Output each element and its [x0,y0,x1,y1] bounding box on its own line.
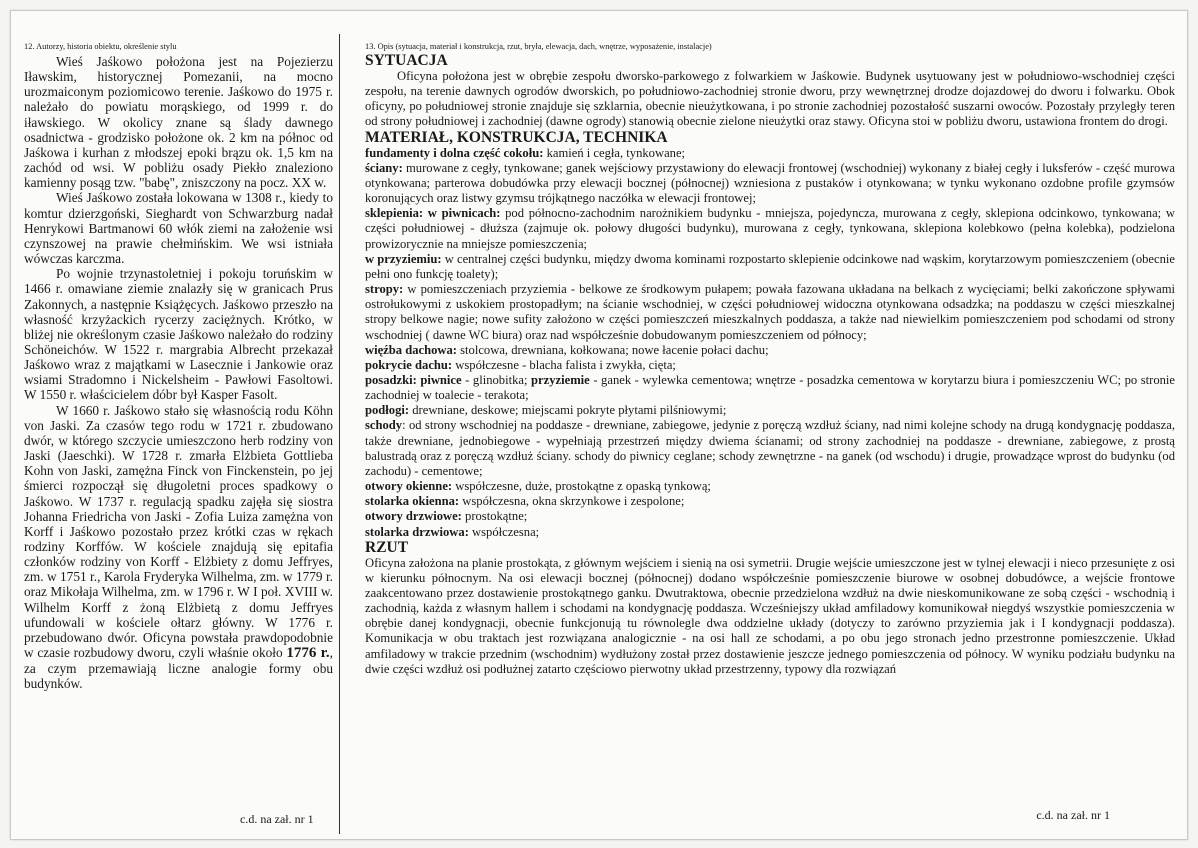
item-label: w przyziemiu: [365,251,442,266]
item-label: ściany: [365,160,403,175]
material-item [365,418,1175,479]
item-label: schody [365,418,403,433]
material-item [365,161,1175,206]
item-label: fundamenty i dolna część cokołu: [365,145,544,160]
material-item [365,252,1175,282]
item-text: stolcowa, drewniana, kołkowana; nowe łacenie połaci dachu; [457,342,769,357]
material-item [365,358,1175,373]
material-item [365,282,1175,343]
item-label: stolarka okienna: [365,494,460,509]
history-paragraph: Po wojnie trzynastoletniej i pokoju toruńskim w 1466 r. omawiane ziemie znalazły się w granicach Prus Zakonnych, a następnie Książęcych. Jaśkowo przeszło na własność krzyżackich rycerzy zaciężnych. Krótko, w bliżej nie określonym czasie Jaśkowo należało do rodziny Schöneichów. W 1522 r. margrabia Albrecht przekazał Jaśkowo wraz z majątkami w Lasecznie i Jankowie oraz wsiami Stradomno i Nickelsheim - Pawłowi Fasoltowi. W 1550 r. właścicielem dóbr był Kasper Fasolt. [24,266,333,403]
material-item [365,509,1175,524]
key-year: 1776 r. [286,645,330,662]
item-text: prostokątne; [461,509,528,524]
material-item [365,494,1175,509]
item-label: więźba dachowa: [365,342,457,357]
history-text: W 1660 r. Jaśkowo stało się własnością rodu Köhn von Jaski. Za czasów tego rodu w 1721 r. zbudowano dwór, w którego szczycie umieszczono herb rodziny von Jaski (Jaeschki). W 1728 r. zmarła Elżbieta Gottlieba Kohn von Jaski, zamężna Finck von Finckenstein, po jej śmierci rozpoczął się długoletni proces spadkowy o Jaśkowo. W 1737 r. regulacją spadku zajęła się siostra Johanna Friedricha von Jaski - Zofia Luiza zamężna von Korff i Jaśkowo pozostało przez krótki czas w rękach rodziny Korffów. W kościele znajdują się epitafia członków rodziny von Korff - Elżbiety z domu Jeffryes, zm. w 1751 r., Karola Fryderyka Wilhelma, zm. w 1779 r. oraz Mikołaja Wilhelma, zm. w 1796 r. W I poł. XVIII w. Wilhelm Korff z żoną Elżbietą z domu Jeffryes ufundowali w kościele ołtarz główny. W 1776 r. przebudowano dwór. Oficyna powstała prawdopodobnie w czasie rozbudowy dworu, czyli właśnie około [24,402,333,661]
item-label: posadzki: piwnice [365,372,462,387]
item-text: współczesna, okna skrzynkowe i zespolone; [459,494,685,509]
item-text: drewniane, deskowe; miejscami pokryte płytami pilśniowymi; [409,403,727,418]
item-text: kamień i cegła, tynkowane; [543,145,686,160]
section-title: MATERIAŁ, KONSTRUKCJA, TECHNIKA [365,128,668,146]
item-label: pokrycie dachu: [365,357,453,372]
item-text: pod północno-zachodnim narożnikiem budynku - mniejsza, pojedyncza, murowana z cegły, sklepiona odcinkowo, tynkowana; w części południowej - dłuższa (zajmuje ok. połowy długości budynku), murowana z cegły, tynkowana, sklepiona kolebkowo (pełna kolebka), podzielona prowizorycznie na mniejsze pomieszczenia; [365,206,1175,251]
sytuacja-text: Oficyna położona jest w obrębie zespołu dworsko-parkowego z folwarkiem w Jaśkowie. Budynek usytuowany jest w południowo-wschodniej części zespołu, na terenie dawnych ogrodów dworskich, po południowo-zachodniej stronie dworu, przy wewnętrznej drodze dojazdowej do dworu i folwarku. Obok oficyny, po południowej stronie znajduje się szklarnia, obecnie nieużytkowana, i po stronie zachodniej pozostałość suszarni owoców. Pozostały przyległy teren od strony południowej i zachodniej (dawne ogrody) stanowią obecnie zielone nieużytki oraz stawy. Oficyna stoi w pobliżu dworu, ustawiona frontem do drogi. [365,69,1175,129]
history-body [24,54,339,692]
item-text: współczesne - blacha falista i zwykła, cięta; [452,357,676,372]
item-label: stolarka drzwiowa: [365,524,469,539]
description-column [365,34,1175,834]
item-text: współczesna; [468,524,540,539]
section-title: RZUT [365,538,409,556]
history-column [24,34,340,834]
continuation-note: c.d. na zał. nr 1 [240,812,314,826]
item-text: murowane z cegły, tynkowane; ganek wejściowy przystawiony do elewacji frontowej (wschodniej) wykonany z białej cegły i luksferów - część murowa otynkowana; parterowa dobudówka przy elewacji bocznej (północnej) wzniesiona z pustaków i otynkowana; w tynku wykonano ozdobne profile gzymsów koronujących oraz listwy gzymsu trójkątnego naczółka w elewacji frontowej; [365,160,1175,206]
material-item [365,479,1175,494]
item-label: otwory drzwiowe: [365,509,462,524]
rzut-text: Oficyna założona na planie prostokąta, z głównym wejściem i sienią na osi symetrii. Drugie wejście umieszczone jest w tylnej elewacji i nieco przesunięte z osi w kierunku północnym. Na osi elewacji bocznej (północnej) dodano współcześnie pomieszczenie biurowe w osobnej dobudówce, a wejście frontowe zaakcentowano przez dostawienie prostokątnego ganku. Dwutraktowa, obecnie przedzielona wzdłuż na dwie nieskomunikowane ze sobą części - wschodnią i zachodnią, każda z własnym hallem i schodami na kondygnację poddasza. Wcześniejszy układ amfiladowy komunikował niegdyś wszystkie pomieszczenia w obrębie danej kondygnacji, obecnie funkcjonują tu równolegle dwa oddzielne układy (dotyczy to zarówno przyziemia jak i I kondygnacji poddasza). Komunikacja w obu traktach jest rozwiązana analogicznie - na osi hall ze schodami, a po obu jego stronach jedno przestronne pomieszczenie. Układ amfiladowy w trakcie przednim (wschodnim) wydłużony został przez dostawienie jeszcze jednego pomieszczenia od północy. W wyniku podziału budynku na dwie części wzdłuż osi podłużnej zatarto częściowo pierwotny układ przestrzenny, typowy dla rozwiązań [365,555,1175,676]
description-body [365,53,1175,677]
item-label: stropy: [365,282,404,297]
item-text: w pomieszczeniach przyziemia - belkowe ze środkowym pułapem; powała fazowana układana na belkach z wycięciami; belki zakończone spływami ostrołukowymi z uskokiem prostopadłym; na ścianie wschodniej, w części południowej widoczna otynkowana odsadzka; na poddaszu w części mieszkalnej stropy belkowe nagie; nowe sufity założono w części pomieszczeń mieszkalnych poddasza, a także nad niewielkim pomieszczeniem pod schodami od strony wschodniej ( dawne WC biura) oraz nad współcześnie dobudowanym pomieszczeniem od północy; [365,282,1175,342]
history-paragraph: Wieś Jaśkowo została lokowana w 1308 r., kiedy to komtur dzierzgoński, Sieghardt von Schwarzburg nadał Henrykowi Bartmanowi 60 włók ziemi na założenie wsi czynszowej na prawie chełmińskim. We wsi istniała wówczas karczma. [24,190,333,267]
material-item [365,373,1175,403]
material-list [365,146,1175,540]
history-text: , za czym przemawiają liczne analogie formy obu budynków. [24,645,333,692]
material-item [365,206,1175,251]
item-label: podłogi: [365,403,410,418]
item-text: współczesne, duże, prostokątne z opaską tynkową; [452,479,711,494]
material-item [365,525,1175,540]
history-field-heading: 12. Autorzy, historia obiektu, określenie stylu [24,42,177,51]
history-paragraph [24,403,333,692]
item-label: otwory okienne: [365,479,453,494]
material-item [365,343,1175,358]
item-text: : od strony wschodniej na poddasze - drewniane, zabiegowe, jedynie z poręczą wzdłuż ściany, nad nimi kolejne schody na drugą kondygnację poddasza, także drewniane, jednobiegowe - wypełniają przestrzeń między dwiema ścianami; od strony zachodniej na poddasze - drewniane, zabiegowe, z prostą balustradą oraz z poręczą wzdłuż ściany. schody do piwnicy ceglane; schody zewnętrzne - na ganek (od wschodu) i drugie, prowadzące wprost do budynku (od zachodu) - cementowe; [365,418,1175,478]
item-text: w centralnej części budynku, między dwoma kominami rozpostarto sklepienie odcinkowe nad wąskim, korytarzowym pomieszczeniem (obecnie pełni ono funkcję toalety); [365,251,1175,281]
material-item [365,146,1175,161]
continuation-note: c.d. na zał. nr 1 [1036,808,1110,822]
section-title: SYTUACJA [365,52,448,69]
history-paragraph: Wieś Jaśkowo położona jest na Pojezierzu Iławskim, historycznej Pomezanii, na mocno urozmaiconym poziomicowo terenie. Jaśkowo do 1975 r. należało do powiatu morąskiego, od 1999 r. do iławskiego. W okolicy znane są ślady dawnego osadnictwa - grodzisko położone ok. 2 km na północ od Jaśkowa i kurhan z młodszej epoki brązu ok. 1,5 km na zachód od wsi. W pobliżu osady Piekło znaleziono kamienny posąg tzw. "babę", zniszczony na pocz. XX w. [24,54,333,191]
item-text: - ganek - wylewka cementowa; wnętrze - posadzka cementowa w korytarzu biura i pomieszczeniu WC; po stronie zachodniej w toalecie - terakota; [365,372,1176,403]
item-label: sklepienia: w piwnicach: [365,206,501,221]
description-field-heading: 13. Opis (sytuacja, materiał i konstrukcja, rzut, bryła, elewacja, dach, wnętrze, wyposażenie, instalacje) [365,42,712,51]
material-item [365,403,1175,418]
item-text: - glinobitka; [461,372,532,387]
item-label: przyziemie [531,372,590,387]
